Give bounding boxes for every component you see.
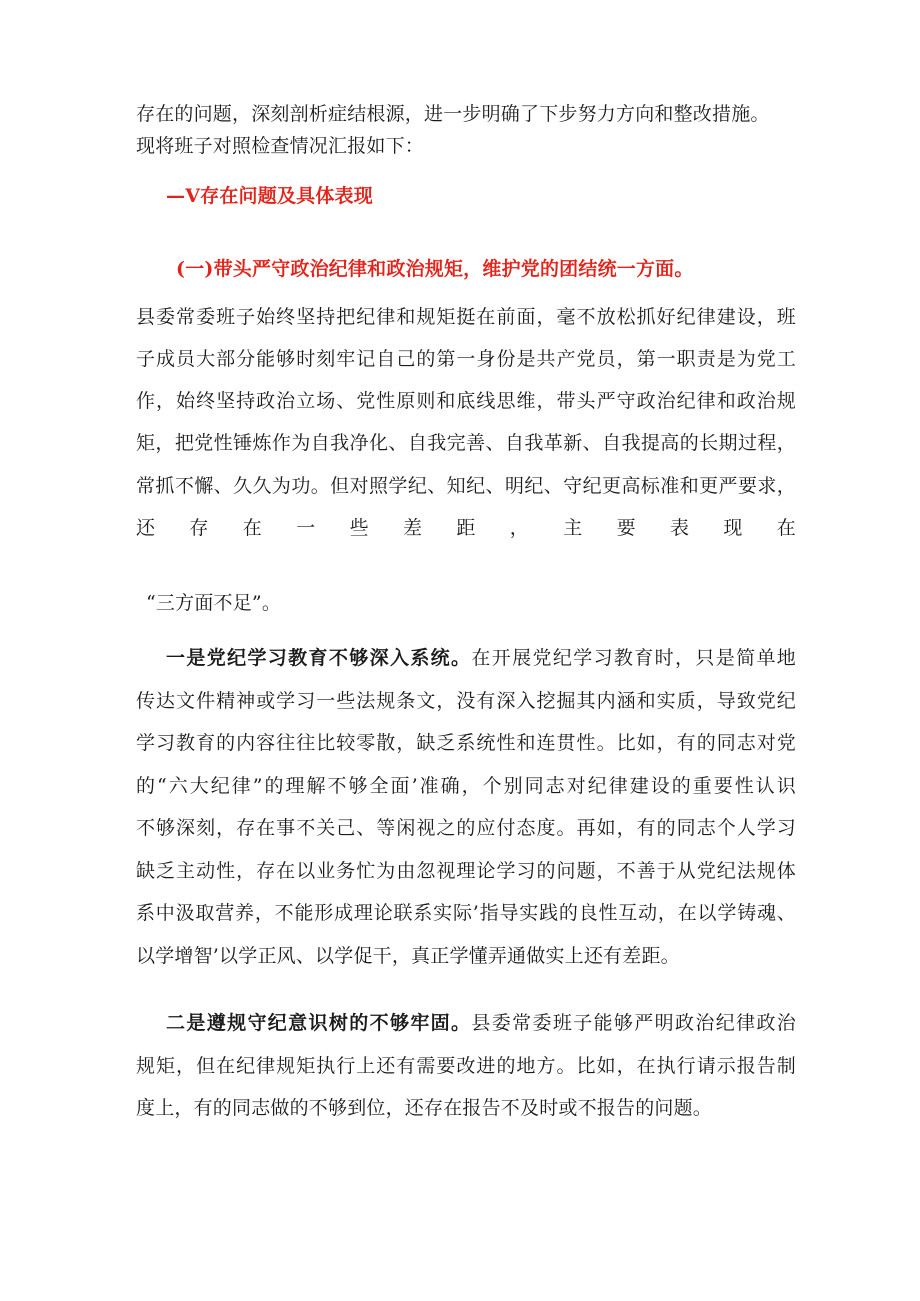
- point1-line-2: 传达文件精神或学习一些法规条文，没有深入挖掘其内涵和实质，导致党纪: [136, 690, 796, 712]
- point1-lead: 一是党纪学习教育不够深入系统。: [166, 647, 472, 669]
- point1-line-3: 学习教育的内容往往比较零散，缺乏系统性和连贯性。比如，有的同志对党: [136, 732, 796, 754]
- point2-lead: 二是遵规守纪意识树的不够牢固。: [166, 1012, 472, 1034]
- para1-line-5: 常抓不懈、久久为功。但对照学纪、知纪、明纪、守纪更高标准和更严要求，: [136, 475, 796, 497]
- point1-first-rest: 在开展党纪学习教育时，只是简单地: [471, 647, 796, 669]
- point1-line-4: 的“六大纪律”的理解不够全面’准确，个别同志对纪律建设的重要性认识: [136, 775, 796, 797]
- subsection-heading: (一)带头严守政治纪律和政治规矩，维护党的团结统一方面。: [176, 258, 694, 280]
- point1-first-line: [166, 645, 796, 672]
- para1-line-6: 还存在一些差距，主要表现在: [136, 517, 796, 539]
- para1-line-1: 县委常委班子始终坚持把纪律和规矩挺在前面，毫不放松抓好纪律建设，班: [136, 306, 796, 328]
- point2-line-3: 度上，有的同志做的不够到位，还存在报告不及时或不报告的问题。: [136, 1097, 713, 1119]
- point2-first-line: [166, 1010, 796, 1037]
- intro-line-2: 现将班子对照检查情况汇报如下：: [136, 135, 425, 157]
- section-heading: —V存在问题及具体表现: [166, 185, 373, 207]
- para1-line-2: 子成员大部分能够时刻牢记自己的第一身份是共产党员，第一职责是为党工: [136, 348, 796, 370]
- point1-line-7: 系中汲取营养，不能形成理论联系实际’指导实践的良性互动，在以学铸魂、: [136, 902, 796, 924]
- point1-line-5: 不够深刻，存在事不关己、等闲视之的应付态度。再如，有的同志个人学习: [136, 817, 796, 839]
- para1-line-4: 矩，把党性锤炼作为自我净化、自我完善、自我革新、自我提高的长期过程，: [136, 432, 796, 454]
- point1-line-8: 以学增智’以学正风、以学促干，真正学懂弄通做实上还有差距。: [136, 945, 680, 967]
- para1-line-3: 作，始终坚持政治立场、党性原则和底线思维，带头严守政治纪律和政治规: [136, 390, 796, 412]
- point2-line-2: 规矩，但在纪律规矩执行上还有需要改进的地方。比如，在执行请示报告制: [136, 1055, 796, 1077]
- para1-line-8: “三方面不足”。: [146, 592, 282, 614]
- intro-line-1: 存在的问题，深刻剖析症结根源，进一步明确了下步努力方向和整改措施。: [136, 103, 770, 125]
- point1-line-6: 缺乏主动性，存在以业务忙为由忽视理论学习的问题，不善于从党纪法规体: [136, 860, 796, 882]
- point2-first-rest: 县委常委班子能够严明政治纪律政治: [471, 1012, 796, 1034]
